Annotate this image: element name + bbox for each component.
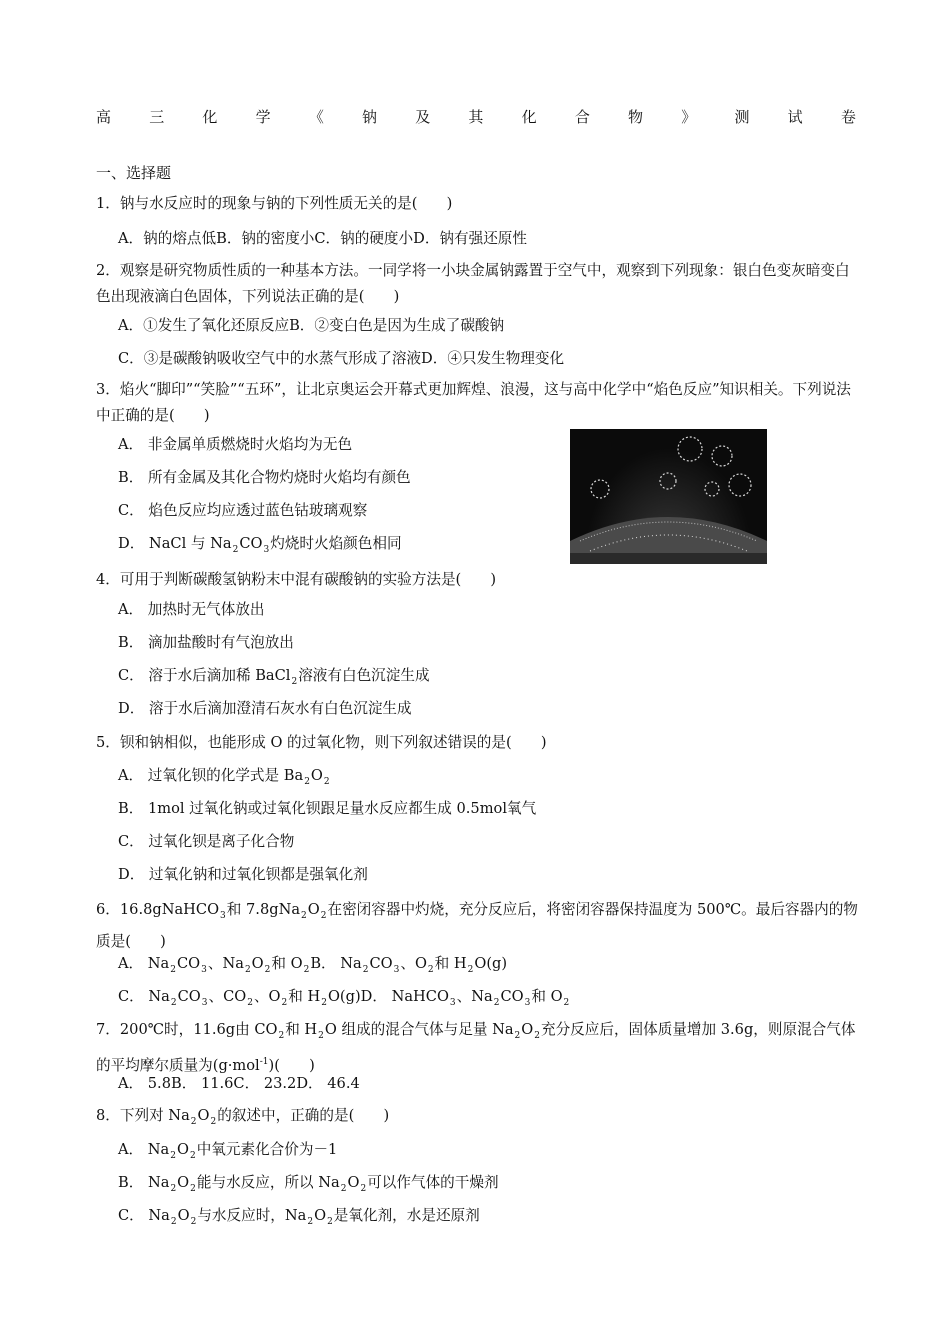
title-char: 试 <box>787 108 803 126</box>
fireworks-stadium-photo <box>570 429 767 564</box>
question-4-option-c: C． 溶于水后滴加稀 BaCl$_2$溶液有白色沉淀生成 <box>118 667 430 687</box>
question-8-option-a: A． $Na_2O_2$中氧元素化合价为－1 <box>118 1141 338 1161</box>
question-8-option-c: C． $Na_2O_2$与水反应时，$Na_2O_2$是氧化剂，水是还原剂 <box>118 1207 480 1227</box>
question-1: 1．钠与水反应时的现象与钠的下列性质无关的是( ) <box>96 195 453 212</box>
title-char: 高 <box>96 108 112 126</box>
question-3-option-c: C． 焰色反应均应透过蓝色钴玻璃观察 <box>118 502 368 519</box>
title-char: 三 <box>149 108 165 126</box>
question-2-options-1: A．①发生了氧化还原反应B．②变白色是因为生成了碳酸钠 <box>118 317 505 334</box>
question-6-options-2: C． $Na_2CO_3$、$CO_2$、$O_2$和 $H_2O(g)D$． NaHCO$_3$、$Na_2CO_3$和 $O_2$ <box>118 988 570 1008</box>
question-5-option-a: A． 过氧化钡的化学式是 $Ba_2O_2$ <box>118 767 330 787</box>
title-char: 化 <box>202 108 218 126</box>
title-char: 及 <box>415 108 431 126</box>
question-3-option-b: B． 所有金属及其化合物灼烧时火焰均有颜色 <box>118 469 411 486</box>
title-char: 《 <box>308 108 324 126</box>
question-4-option-d: D． 溶于水后滴加澄清石灰水有白色沉淀生成 <box>118 700 412 717</box>
question-5-option-d: D． 过氧化钠和过氧化钡都是强氧化剂 <box>118 866 368 883</box>
question-7: 7．200℃时，11.6g由 $CO_2$和 $H_2O$ 组成的混合气体与足量 $Na_2O_2$充分反应后，固体质量增加 3.6g，则原混合气体的平均摩尔质量为(g·mol$^{-1}$)( ) <box>96 1021 856 1074</box>
question-8-option-b: B． $Na_2O_2$能与水反应，所以 $Na_2O_2$可以作气体的干燥剂 <box>118 1174 499 1194</box>
question-4-option-b: B． 滴加盐酸时有气泡放出 <box>118 634 294 651</box>
page-title <box>96 106 856 127</box>
question-3-option-d: D． NaCl 与 $Na_2CO_3$灼烧时火焰颜色相同 <box>118 535 402 555</box>
question-1-options: A．钠的熔点低B．钠的密度小C．钠的硬度小D．钠有强还原性 <box>118 230 527 247</box>
title-char: 合 <box>574 108 590 126</box>
title-char: 钠 <box>362 108 378 126</box>
question-2: 2．观察是研究物质性质的一种基本方法。一同学将一小块金属钠露置于空气中，观察到下列现象：银白色变灰暗变白色出现液滴白色固体，下列说法正确的是( ) <box>96 262 850 305</box>
title-char: 学 <box>255 108 271 126</box>
question-5-option-b: B． 1mol 过氧化钠或过氧化钡跟足量水反应都生成 0.5mol氧气 <box>118 800 537 817</box>
question-4-option-a: A． 加热时无气体放出 <box>118 601 265 618</box>
title-char: 》 <box>681 108 697 126</box>
title-char: 其 <box>468 108 484 126</box>
question-8: 8．下列对 $Na_2O_2$的叙述中，正确的是( ) <box>96 1107 390 1127</box>
title-char: 测 <box>734 108 750 126</box>
question-5: 5．钡和钠相似，也能形成 O 的过氧化物，则下列叙述错误的是( ) <box>96 734 547 751</box>
title-char: 物 <box>628 108 644 126</box>
title-char: 化 <box>521 108 537 126</box>
fireworks-illustration <box>570 429 767 564</box>
title-char: 卷 <box>840 108 856 126</box>
question-4: 4．可用于判断碳酸氢钠粉末中混有碳酸钠的实验方法是( ) <box>96 571 497 588</box>
question-7-options: A． 5.8B． 11.6C． 23.2D． 46.4 <box>118 1075 360 1092</box>
question-6-options-1: A． $Na_2CO_3$、$Na_2O_2$和 $O_2B$． $Na_2CO_3$、$O_2$和 $H_2O(g)$ <box>118 955 508 975</box>
question-5-option-c: C． 过氧化钡是离子化合物 <box>118 833 295 850</box>
question-3-option-a: A． 非金属单质燃烧时火焰均为无色 <box>118 436 353 453</box>
question-6: 6．16.8gNaHCO$_3$和 $7.8gNa_2O_2$在密闭容器中灼烧，充分反应后，将密闭容器保持温度为 500℃。最后容器内的物质是( ) <box>96 901 858 950</box>
question-3: 3．焰火“脚印”“笑脸”“五环”，让北京奥运会开幕式更加辉煌、浪漫，这与高中化学中“焰色反应”知识相关。下列说法中正确的是( ) <box>96 381 851 424</box>
section-heading: 一、选择题 <box>96 164 172 182</box>
question-2-options-2: C．③是碳酸钠吸收空气中的水蒸气形成了溶液D．④只发生物理变化 <box>118 350 565 367</box>
